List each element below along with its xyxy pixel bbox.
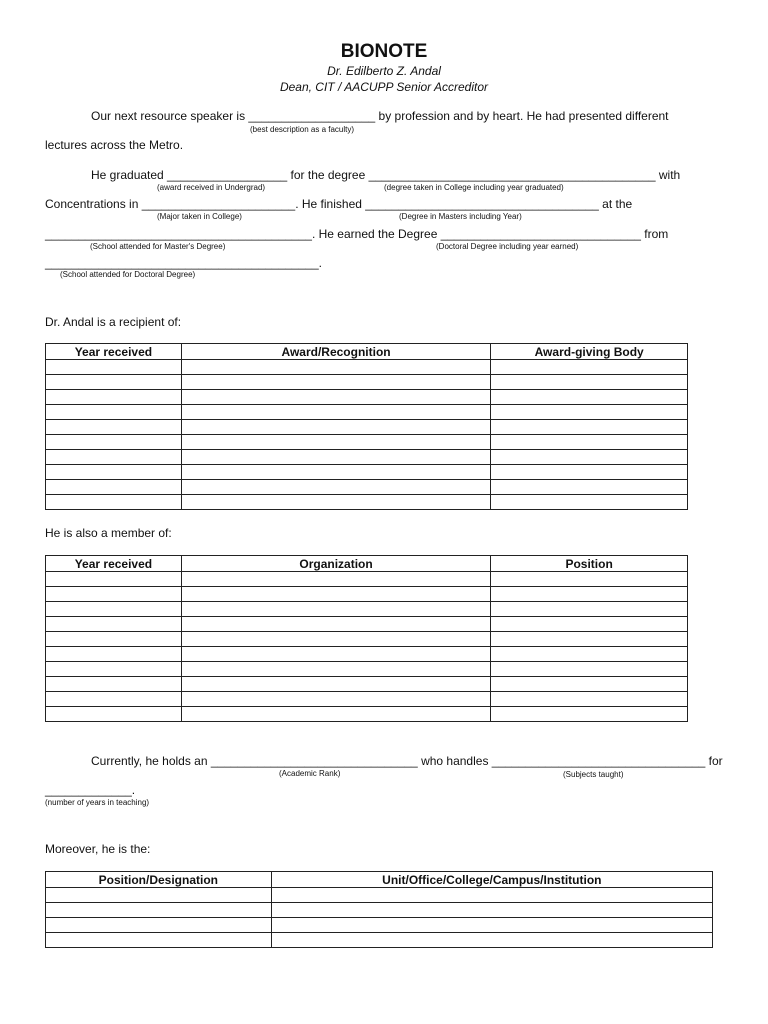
table-cell[interactable] xyxy=(491,390,688,405)
document-title: BIONOTE xyxy=(340,41,428,62)
table-row xyxy=(46,647,688,662)
hint-subjects-taught: (Subjects taught) xyxy=(563,770,624,779)
table-cell[interactable] xyxy=(46,903,272,918)
table-cell[interactable] xyxy=(46,602,182,617)
hint-doctoral-degree: (Doctoral Degree including year earned) xyxy=(436,242,579,251)
table-cell[interactable] xyxy=(46,375,182,390)
table-cell[interactable] xyxy=(46,480,182,495)
hint-faculty-description: (best description as a faculty) xyxy=(250,125,355,134)
table-cell[interactable] xyxy=(46,933,272,948)
table-cell[interactable] xyxy=(491,707,688,722)
hint-college-degree: (degree taken in College including year graduated) xyxy=(384,183,564,192)
awards-heading: Dr. Andal is a recipient of: xyxy=(45,315,182,329)
table-cell[interactable] xyxy=(181,692,490,707)
table-cell[interactable] xyxy=(46,390,182,405)
table-cell[interactable] xyxy=(491,495,688,510)
hint-teaching-years: (number of years in teaching) xyxy=(45,798,150,807)
column-header: Position xyxy=(491,556,688,572)
table-cell[interactable] xyxy=(491,677,688,692)
table-cell[interactable] xyxy=(181,390,491,405)
table-cell[interactable] xyxy=(46,617,182,632)
speaker-position: Dean, CIT / AACUPP Senior Accreditor xyxy=(279,80,489,94)
table-cell[interactable] xyxy=(181,602,490,617)
intro-line-5: ________________________________________. He earned the Degree ______________________________ from xyxy=(45,227,669,241)
table-cell[interactable] xyxy=(46,647,182,662)
table-cell[interactable] xyxy=(181,480,491,495)
table-cell[interactable] xyxy=(46,918,272,933)
table-row xyxy=(46,888,713,903)
table-row xyxy=(46,677,688,692)
table-row xyxy=(46,375,688,390)
table-cell[interactable] xyxy=(46,587,182,602)
table-cell[interactable] xyxy=(181,360,491,375)
column-header: Year received xyxy=(46,556,182,572)
table-row xyxy=(46,480,688,495)
table-cell[interactable] xyxy=(46,677,182,692)
table-cell[interactable] xyxy=(181,587,490,602)
table-cell[interactable] xyxy=(46,420,182,435)
table-cell[interactable] xyxy=(181,572,490,587)
table-cell[interactable] xyxy=(271,918,712,933)
hint-academic-rank: (Academic Rank) xyxy=(279,769,341,778)
intro-line-3: He graduated __________________ for the degree ___________________________________________ with xyxy=(91,168,681,182)
table-cell[interactable] xyxy=(181,662,490,677)
table-cell[interactable] xyxy=(491,360,688,375)
hint-doctoral-school: (School attended for Doctoral Degree) xyxy=(60,270,196,279)
hint-masters-school: (School attended for Master's Degree) xyxy=(90,242,226,251)
table-row xyxy=(46,572,688,587)
table-cell[interactable] xyxy=(46,465,182,480)
table-row xyxy=(46,692,688,707)
table-cell[interactable] xyxy=(46,405,182,420)
current-line-2: _____________. xyxy=(45,783,136,797)
table-row xyxy=(46,918,713,933)
table-cell[interactable] xyxy=(181,617,490,632)
table-row xyxy=(46,602,688,617)
positions-header-row xyxy=(46,872,713,888)
speaker-name: Dr. Edilberto Z. Andal xyxy=(327,64,441,78)
table-row xyxy=(46,903,713,918)
table-cell[interactable] xyxy=(491,480,688,495)
table-cell[interactable] xyxy=(491,465,688,480)
column-header: Award-giving Body xyxy=(491,344,688,360)
table-cell[interactable] xyxy=(181,375,491,390)
table-cell[interactable] xyxy=(491,420,688,435)
memberships-heading: He is also a member of: xyxy=(45,526,172,540)
awards-header-row xyxy=(46,344,688,360)
table-cell[interactable] xyxy=(46,707,182,722)
table-cell[interactable] xyxy=(491,375,688,390)
table-cell[interactable] xyxy=(181,707,490,722)
positions-table xyxy=(45,871,713,948)
table-cell[interactable] xyxy=(46,360,182,375)
awards-table xyxy=(45,343,688,510)
table-row xyxy=(46,465,688,480)
table-cell[interactable] xyxy=(181,465,491,480)
table-row xyxy=(46,495,688,510)
table-cell[interactable] xyxy=(491,602,688,617)
column-header: Organization xyxy=(181,556,490,572)
table-cell[interactable] xyxy=(181,495,491,510)
table-cell[interactable] xyxy=(181,677,490,692)
table-row xyxy=(46,617,688,632)
table-row xyxy=(46,435,688,450)
table-row xyxy=(46,390,688,405)
table-cell[interactable] xyxy=(46,572,182,587)
table-cell[interactable] xyxy=(491,617,688,632)
table-cell[interactable] xyxy=(46,692,182,707)
table-cell[interactable] xyxy=(491,587,688,602)
hint-undergrad-award: (award received in Undergrad) xyxy=(157,183,266,192)
table-row xyxy=(46,405,688,420)
table-cell[interactable] xyxy=(181,405,491,420)
intro-line-6: _________________________________________. xyxy=(45,256,322,270)
table-cell[interactable] xyxy=(491,405,688,420)
table-cell[interactable] xyxy=(46,435,182,450)
intro-line-4: Concentrations in _______________________. He finished ___________________________________ at the xyxy=(45,197,633,211)
table-cell[interactable] xyxy=(46,495,182,510)
table-row xyxy=(46,450,688,465)
table-cell[interactable] xyxy=(271,888,712,903)
hint-college-major: (Major taken in College) xyxy=(157,212,242,221)
table-cell[interactable] xyxy=(491,435,688,450)
table-cell[interactable] xyxy=(181,450,491,465)
hint-masters-degree: (Degree in Masters including Year) xyxy=(399,212,522,221)
column-header: Award/Recognition xyxy=(181,344,491,360)
memberships-table xyxy=(45,555,688,722)
table-cell[interactable] xyxy=(491,572,688,587)
column-header: Position/Designation xyxy=(46,872,272,888)
table-row xyxy=(46,360,688,375)
table-row xyxy=(46,933,713,948)
table-cell[interactable] xyxy=(491,632,688,647)
positions-heading: Moreover, he is the: xyxy=(45,842,151,856)
intro-line-1: Our next resource speaker is ___________________ by profession and by heart. He had presented different xyxy=(91,109,669,123)
intro-line-2: lectures across the Metro. xyxy=(45,138,184,152)
table-cell[interactable] xyxy=(491,647,688,662)
memberships-header-row xyxy=(46,556,688,572)
table-row xyxy=(46,587,688,602)
table-cell[interactable] xyxy=(491,692,688,707)
table-row xyxy=(46,632,688,647)
table-cell[interactable] xyxy=(181,435,491,450)
table-cell[interactable] xyxy=(46,662,182,677)
table-cell[interactable] xyxy=(46,632,182,647)
table-cell[interactable] xyxy=(181,647,490,662)
column-header: Unit/Office/College/Campus/Institution xyxy=(271,872,712,888)
table-cell[interactable] xyxy=(491,450,688,465)
table-cell[interactable] xyxy=(491,662,688,677)
table-cell[interactable] xyxy=(271,903,712,918)
table-cell[interactable] xyxy=(46,450,182,465)
table-cell[interactable] xyxy=(46,888,272,903)
column-header: Year received xyxy=(46,344,182,360)
table-row xyxy=(46,707,688,722)
current-line-1: Currently, he holds an _______________________________ who handles ________________________________ for xyxy=(91,754,723,768)
table-row xyxy=(46,420,688,435)
table-cell[interactable] xyxy=(271,933,712,948)
table-cell[interactable] xyxy=(181,420,491,435)
table-row xyxy=(46,662,688,677)
table-cell[interactable] xyxy=(181,632,490,647)
